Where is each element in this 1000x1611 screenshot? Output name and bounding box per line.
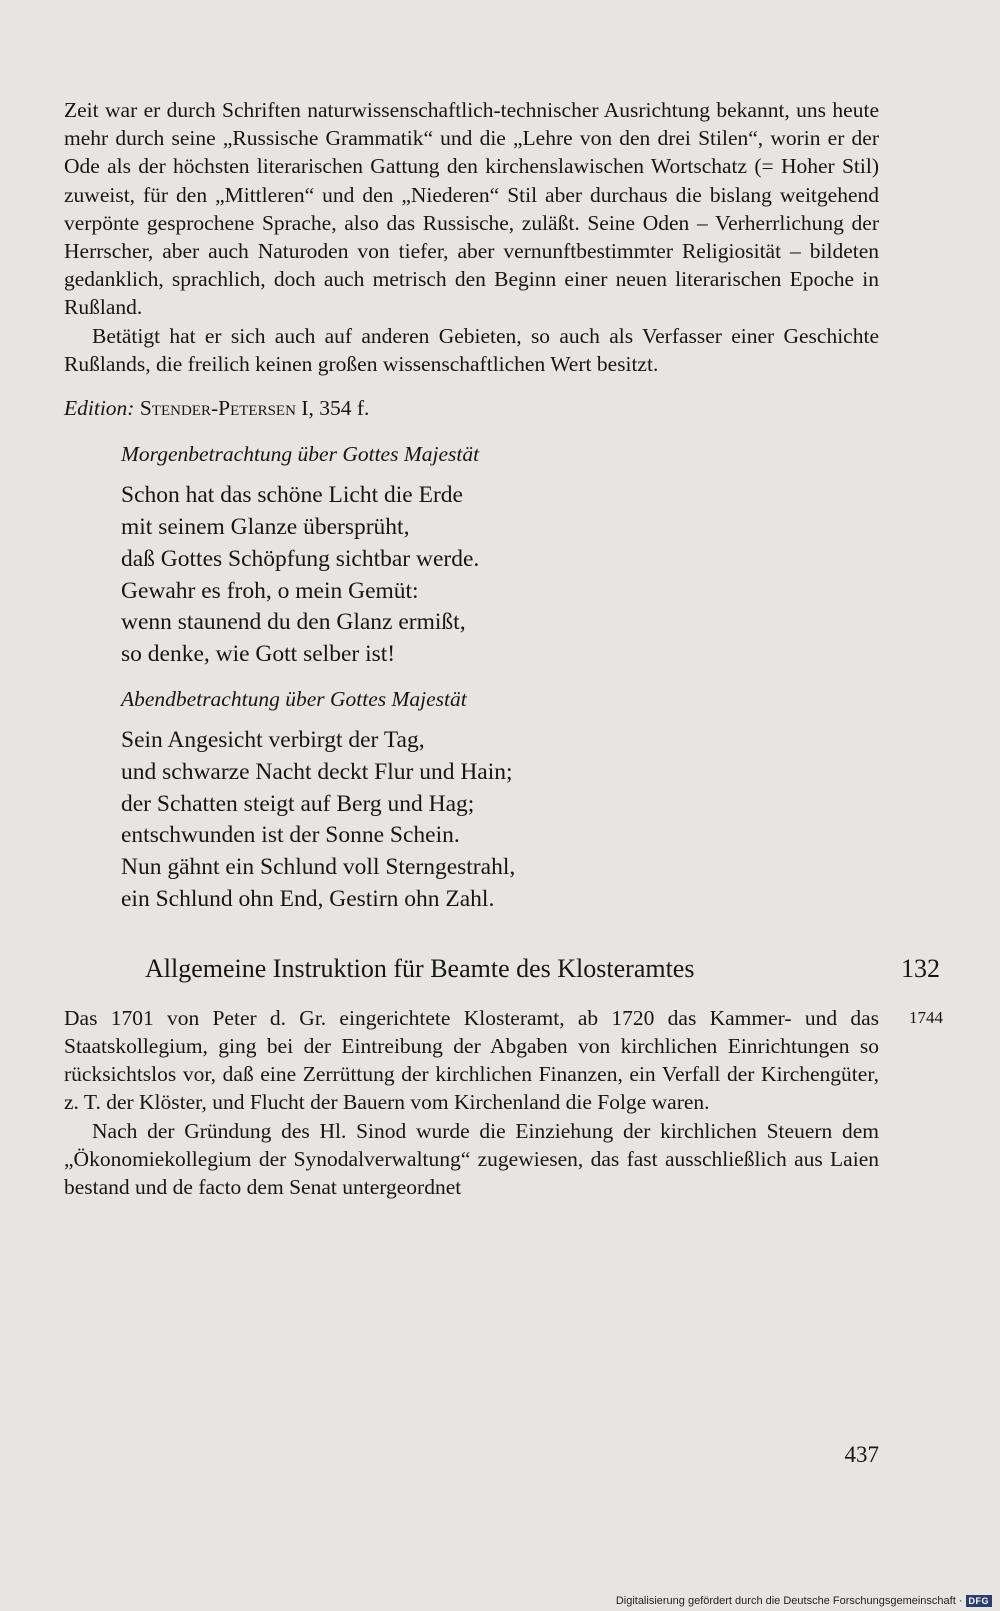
footer-text: Digitalisierung gefördert durch die Deutsche Forschungsgemeinschaft · [615,1595,963,1607]
poem-evening [121,685,879,916]
page-body [64,96,943,1201]
section-body [64,1004,943,1201]
poem-title: Morgenbetrachtung über Gottes Majestät [121,442,480,467]
poem-morning [121,440,879,671]
poem-line: der Schatten steigt auf Berg und Hag; [121,790,475,817]
margin-year: 1744 [909,1007,943,1027]
poem-line: entschwunden ist der Sonne Schein. [121,822,460,849]
edition-reference [64,394,879,422]
footer-credit [616,1595,992,1607]
poem-lines [121,480,879,671]
poem-line: ein Schlund ohn End, Gestirn ohn Zahl. [121,886,495,912]
paragraph-klosteramt: Das 1701 von Peter d. Gr. eingerichtete Klosteramt, ab 1720 das Kammer- und das Staatskollegium, ging bei der Eintreibung der Abgaben von kirchlichen Einrichtungen so rücksichtslos vor, daß eine Zerrüttung der kirchlichen Finanzen, ein Verfall der Kirchengüter, z. T. der Klöster, und Flucht der Bauern vom Kirchenland die Folge waren. [64,1005,879,1115]
dfg-logo-icon: DFG [966,1595,993,1607]
section-number: 132 [901,953,940,983]
section-heading [64,952,940,986]
poem-lines [121,725,879,916]
paragraph-history: Betätigt hat er sich auch auf anderen Gebieten, so auch als Verfasser einer Geschichte Rußlands, die freilich keinen großen wissenschaftlichen Wert besitzt. [64,323,879,376]
poem-title: Abendbetrachtung über Gottes Majestät [121,687,467,712]
edition-label: Edition: [64,396,135,421]
edition-ref: I, 354 f. [295,396,370,421]
page-number: 437 [844,1442,879,1467]
paragraph-sinod: Nach der Gründung des Hl. Sinod wurde die Einziehung der kirchlichen Steuern dem „Ökonomiekollegium der Synodalverwaltung“ zugewiesen, das fast ausschließlich aus Laien bestand und de facto dem Senat untergeordnet [64,1118,879,1200]
poem-line: Nun gähnt ein Schlund voll Sterngestrahl, [121,854,516,881]
poem-line: Schon hat das schöne Licht die Erde [121,482,463,509]
poem-line: so denke, wie Gott selber ist! [121,641,396,668]
poem-line: Gewahr es froh, o mein Gemüt: [121,577,419,604]
poem-line: und schwarze Nacht deckt Flur und Hain; [121,758,513,785]
poem-line: Sein Angesicht verbirgt der Tag, [121,727,425,754]
poem-line: daß Gottes Schöpfung sichtbar werde. [121,545,480,572]
poem-line: mit seinem Glanze übersprüht, [121,514,410,541]
paragraph-intro: Zeit war er durch Schriften naturwissenschaftlich-technischer Ausrichtung bekannt, uns heute mehr durch seine „Russische Grammatik“ und die „Lehre von den drei Stilen“, worin er der Ode als der höchsten literarischen Gattung den kirchenslawischen Wortschatz (= Hoher Stil) zuweist, für den „Mittleren“ und den „Niederen“ Stil aber durchaus die bislang weitgehend verpönte gesprochene Sprache, also das Russische, zuläßt. Seine Oden – Verherrlichung der Herrscher, aber auch Naturoden von tiefer, aber vernunftbestimmter Religiosität – bildeten gedanklich, sprachlich, doch auch metrisch den Beginn einer neuen literarischen Epoche in Rußland. [64,98,879,320]
section-title: Allgemeine Instruktion für Beamte des Klosteramtes [145,953,695,983]
poem-line: wenn staunend du den Glanz ermißt, [121,609,466,636]
edition-author: Stender-Petersen [139,396,296,421]
